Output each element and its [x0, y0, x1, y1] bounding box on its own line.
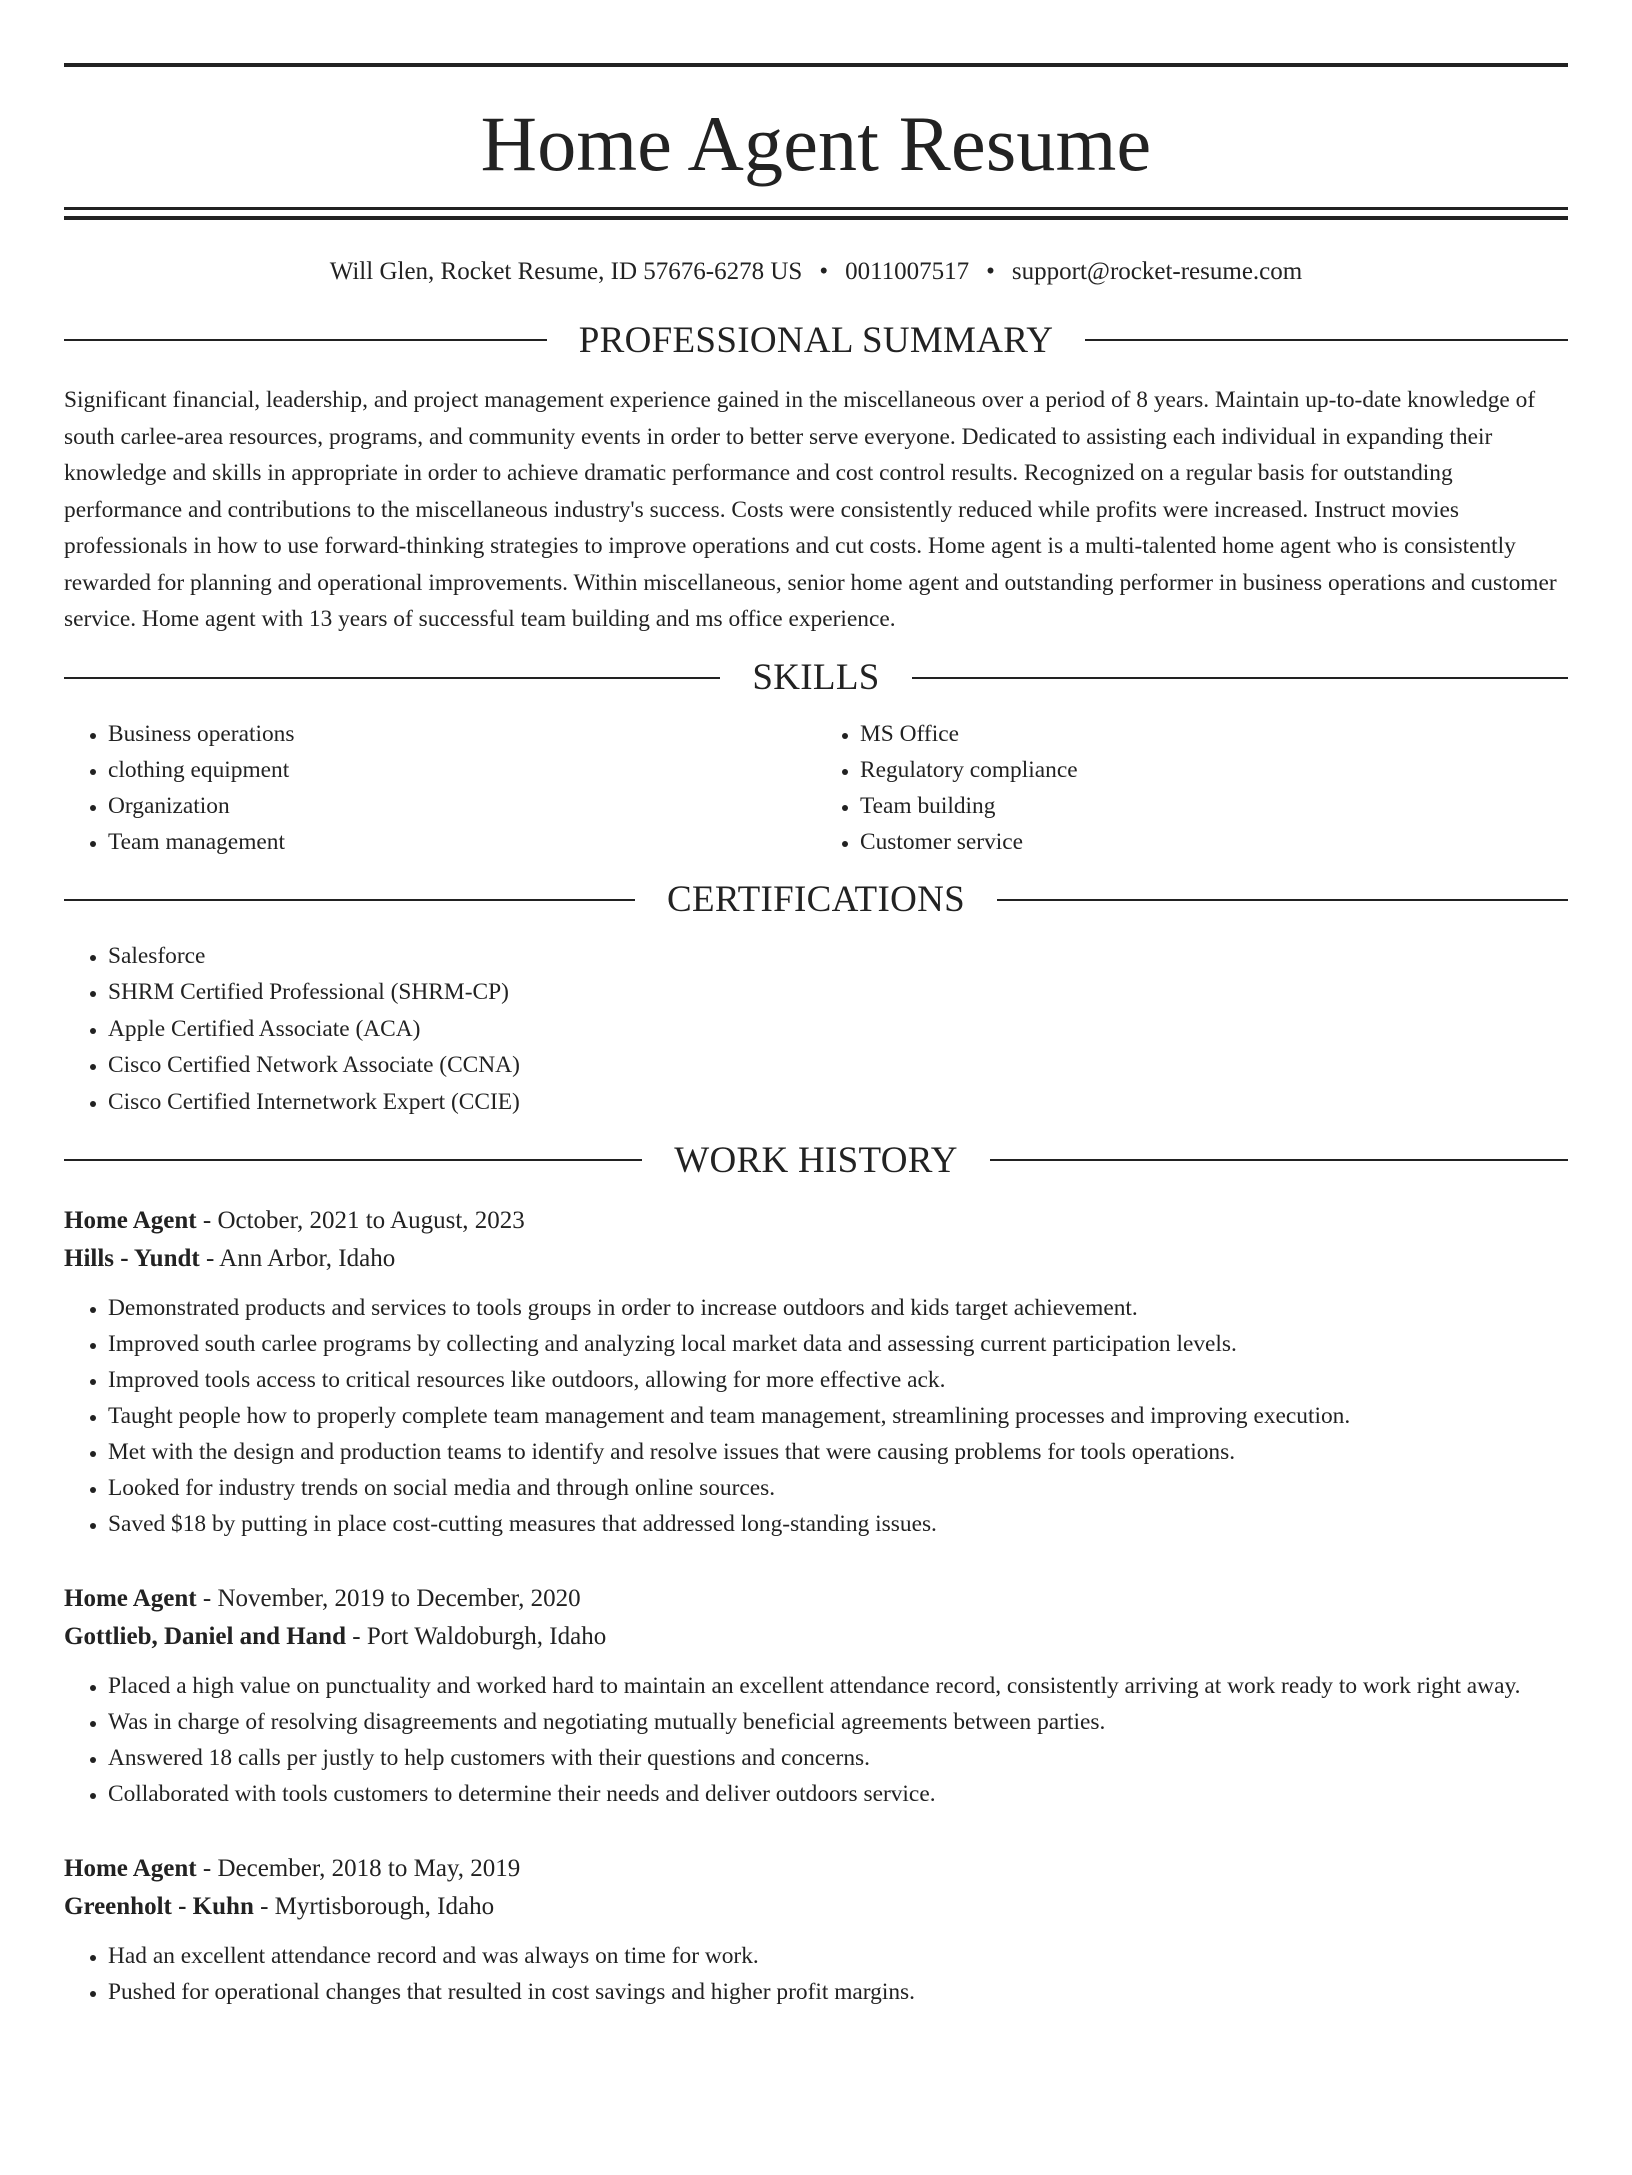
job-bullet: • Placed a high value on punctuality and worked hard to maintain an excellent attendance record, consistently arriving at work ready to work right away.	[108, 1668, 1568, 1704]
job-entry	[64, 1850, 1568, 2010]
top-rule	[64, 63, 1568, 67]
certification-item: • Salesforce	[108, 938, 1568, 975]
job-dates: November, 2019 to December, 2020	[217, 1585, 581, 1612]
contact-line	[64, 252, 1568, 292]
job-title: Home Agent	[64, 1585, 197, 1612]
contact-separator: •	[986, 258, 995, 285]
job-entry	[64, 1580, 1568, 1812]
job-bullet: • Collaborated with tools customers to determine their needs and deliver outdoors service.	[108, 1776, 1568, 1812]
certification-item: • Apple Certified Associate (ACA)	[108, 1011, 1568, 1048]
job-company-line: Hills - Yundt - Ann Arbor, Idaho	[64, 1245, 396, 1272]
certifications-list	[64, 938, 1568, 1121]
resume-page	[0, 63, 1632, 2175]
job-company-line: Greenholt - Kuhn - Myrtisborough, Idaho	[64, 1893, 495, 1920]
job-location: Myrtisborough, Idaho	[274, 1893, 495, 1920]
job-company: Greenholt - Kuhn	[64, 1893, 254, 1920]
skill-item: • clothing equipment	[108, 752, 816, 788]
job-location: Ann Arbor, Idaho	[219, 1245, 396, 1272]
certifications-heading	[64, 872, 1568, 928]
summary-heading-label: PROFESSIONAL SUMMARY	[578, 319, 1054, 361]
skill-item: • Team management	[108, 824, 816, 860]
summary-text: Significant financial, leadership, and project management experience gained in the miscellaneous over a period of 8 years. Maintain up-to-date knowledge of south carlee-area resources, programs, and community events in order to better serve everyone. Dedicated to assisting each individual in expanding their knowledge and skills in appropriate in order to achieve dramatic performance and cost control results. Recognized on a regular basis for outstanding performance and contributions to the miscellaneous industry's success. Costs were consistently reduced while profits were increased. Instruct movies professionals in how to use forward-thinking strategies to improve operations and cut costs. Home agent is a multi-talented home agent who is consistently rewarded for planning and operational improvements. Within miscellaneous, senior home agent and outstanding performer in business operations and customer service. Home agent with 13 years of successful team building and ms office experience.	[64, 387, 1557, 632]
job-title-line: Home Agent - December, 2018 to May, 2019	[64, 1855, 521, 1882]
job-location: Port Waldoburgh, Idaho	[366, 1623, 607, 1650]
job-company-line: Gottlieb, Daniel and Hand - Port Waldoburgh, Idaho	[64, 1623, 607, 1650]
job-bullet: • Answered 18 calls per justly to help customers with their questions and concerns.	[108, 1740, 1568, 1776]
job-bullet: • Met with the design and production teams to identify and resolve issues that were causing problems for tools operations.	[108, 1434, 1568, 1470]
skill-item: • Organization	[108, 788, 816, 824]
skill-item: • Regulatory compliance	[860, 752, 1568, 788]
job-bullets	[64, 1938, 1568, 2010]
resume-title: Home Agent Resume	[480, 100, 1152, 187]
job-title-line: Home Agent - November, 2019 to December, 2020	[64, 1585, 581, 1612]
job-company: Gottlieb, Daniel and Hand	[64, 1623, 346, 1650]
job-bullets	[64, 1668, 1568, 1812]
summary-heading	[64, 312, 1568, 368]
skills-heading	[64, 650, 1568, 706]
skill-item: • Business operations	[108, 716, 816, 752]
work-history-heading-label: WORK HISTORY	[674, 1139, 958, 1181]
job-bullet: • Looked for industry trends on social media and through online sources.	[108, 1470, 1568, 1506]
contact-separator: •	[819, 258, 829, 285]
work-history-heading	[64, 1132, 1568, 1188]
job-title-line: Home Agent - October, 2021 to August, 2023	[64, 1207, 525, 1234]
job-dates: October, 2021 to August, 2023	[217, 1207, 525, 1234]
job-entry	[64, 1202, 1568, 1542]
job-bullet: • Demonstrated products and services to tools groups in order to increase outdoors and kids target achievement.	[108, 1290, 1568, 1326]
certification-item: • SHRM Certified Professional (SHRM-CP)	[108, 974, 1568, 1011]
certification-item: • Cisco Certified Network Associate (CCNA)	[108, 1047, 1568, 1084]
job-bullet: • Improved south carlee programs by collecting and analyzing local market data and assessing current participation levels.	[108, 1326, 1568, 1362]
contact-address: Will Glen, Rocket Resume, ID 57676-6278 US	[329, 258, 803, 285]
skills-column-right	[816, 716, 1568, 860]
job-company: Hills - Yundt	[64, 1245, 200, 1272]
job-title: Home Agent	[64, 1207, 197, 1234]
job-dates: December, 2018 to May, 2019	[217, 1855, 521, 1882]
certifications-heading-label: CERTIFICATIONS	[667, 879, 965, 920]
job-bullet: • Taught people how to properly complete team management and team management, streamlining processes and improving execution.	[108, 1398, 1568, 1434]
job-title: Home Agent	[64, 1855, 197, 1882]
skills-heading-label: SKILLS	[752, 657, 880, 698]
skill-item: • Customer service	[860, 824, 1568, 860]
skills-column-left	[64, 716, 816, 860]
job-bullet: • Was in charge of resolving disagreements and negotiating mutually beneficial agreements between parties.	[108, 1704, 1568, 1740]
skill-item: • MS Office	[860, 716, 1568, 752]
certification-item: • Cisco Certified Internetwork Expert (CCIE)	[108, 1084, 1568, 1121]
job-bullet: • Improved tools access to critical resources like outdoors, allowing for more effective ack.	[108, 1362, 1568, 1398]
title-double-rule	[64, 207, 1568, 220]
job-bullet: • Had an excellent attendance record and was always on time for work.	[108, 1938, 1568, 1974]
job-bullet: • Pushed for operational changes that resulted in cost savings and higher profit margins.	[108, 1974, 1568, 2010]
skill-item: • Team building	[860, 788, 1568, 824]
contact-phone: 0011007517	[845, 258, 970, 285]
skills-list	[64, 716, 1568, 860]
job-bullets	[64, 1290, 1568, 1542]
contact-email[interactable]: support@rocket-resume.com	[1011, 258, 1303, 285]
job-bullet: • Saved $18 by putting in place cost-cutting measures that addressed long-standing issues.	[108, 1506, 1568, 1542]
